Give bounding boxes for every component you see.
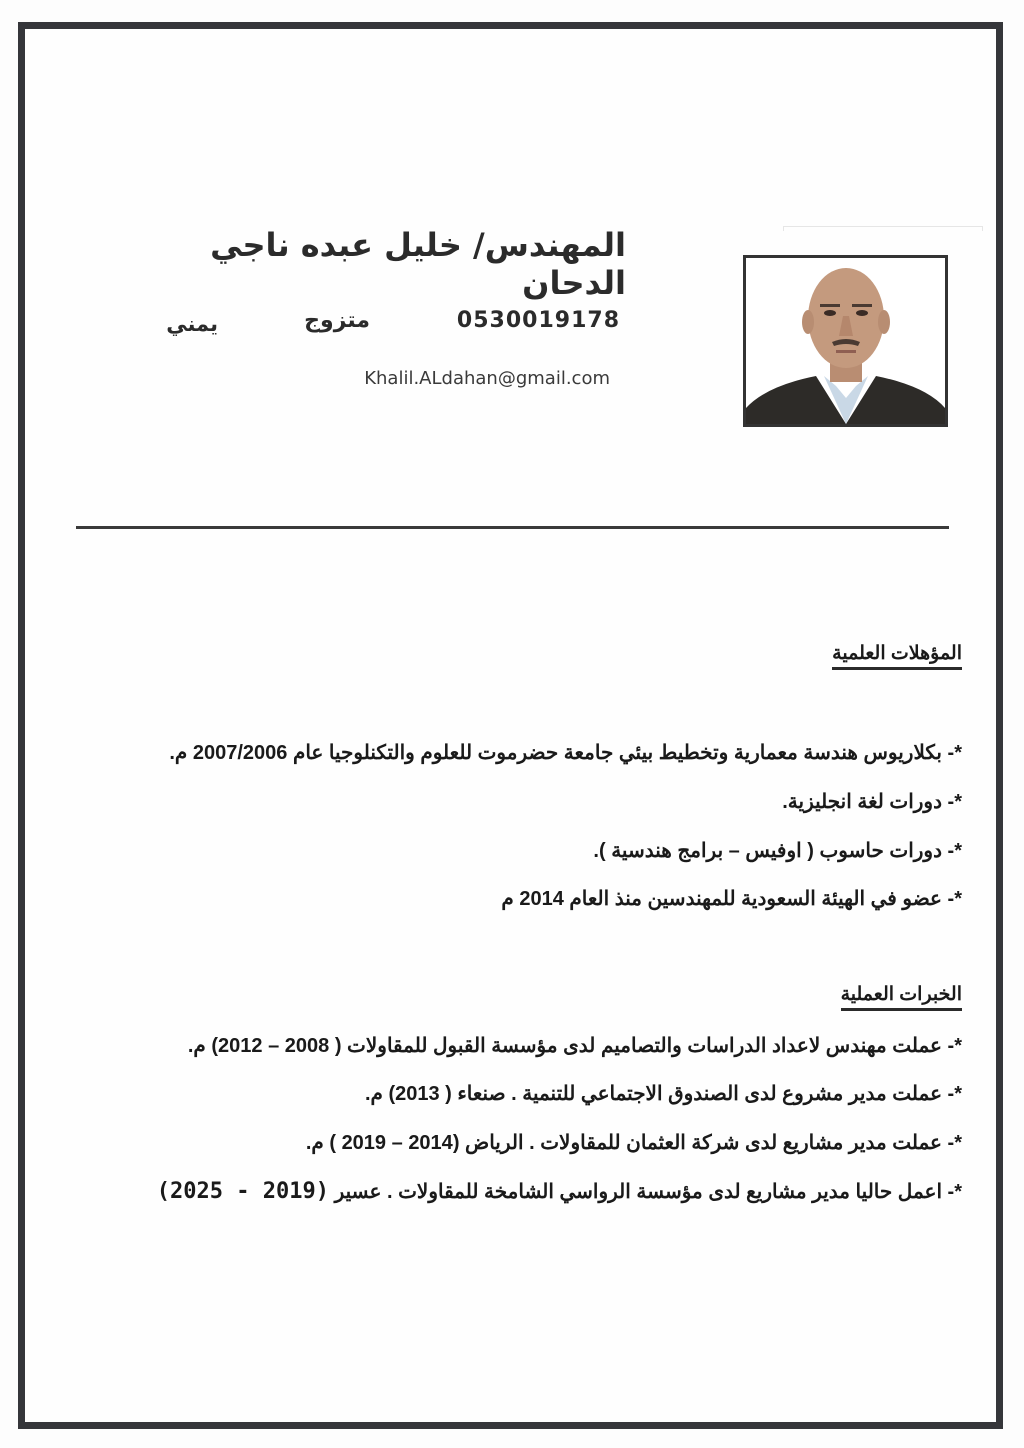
experience-item: *- عملت مدير مشاريع لدى شركة العثمان للمقاولات . الرياض (2014 – 2019 ) م. xyxy=(305,1132,962,1154)
experience-item-text: *- اعمل حاليا مدير مشاريع لدى مؤسسة الرواسي الشامخة للمقاولات . عسير xyxy=(334,1181,962,1203)
photo-frame-line xyxy=(783,226,983,231)
experience-item-current xyxy=(157,1179,962,1204)
profile-photo xyxy=(743,255,948,427)
section-title-qualifications: المؤهلات العلمية xyxy=(832,642,962,670)
person-portrait-icon xyxy=(746,258,945,424)
nationality: يمني xyxy=(166,312,218,336)
qualification-item: *- بكلاريوس هندسة معمارية وتخطيط بيئي جامعة حضرموت للعلوم والتكنلوجيا عام 2007/2006 م. xyxy=(169,742,962,764)
header-divider xyxy=(76,526,949,529)
candidate-name: المهندس/ خليل عبده ناجي الدحان xyxy=(210,226,626,302)
qualification-item: *- عضو في الهيئة السعودية للمهندسين منذ العام 2014 م xyxy=(501,888,962,910)
phone-number: 0530019178 xyxy=(456,308,620,333)
qualification-item: *- دورات لغة انجليزية. xyxy=(782,791,962,813)
experience-item: *- عملت مهندس لاعداد الدراسات والتصاميم لدى مؤسسة القبول للمقاولات ( 2008 – 2012) م. xyxy=(187,1035,962,1057)
experience-item: *- عملت مدير مشروع لدى الصندوق الاجتماعي للتنمية . صنعاء ( 2013) م. xyxy=(364,1083,962,1105)
qualification-item: *- دورات حاسوب ( اوفيس – برامج هندسية ). xyxy=(593,840,962,862)
experience-years: (2019 - 2025) xyxy=(156,1179,329,1204)
email-address: Khalil.ALdahan@gmail.com xyxy=(364,368,610,389)
section-title-experience: الخبرات العملية xyxy=(841,983,962,1011)
marital-status: متزوج xyxy=(304,308,370,333)
